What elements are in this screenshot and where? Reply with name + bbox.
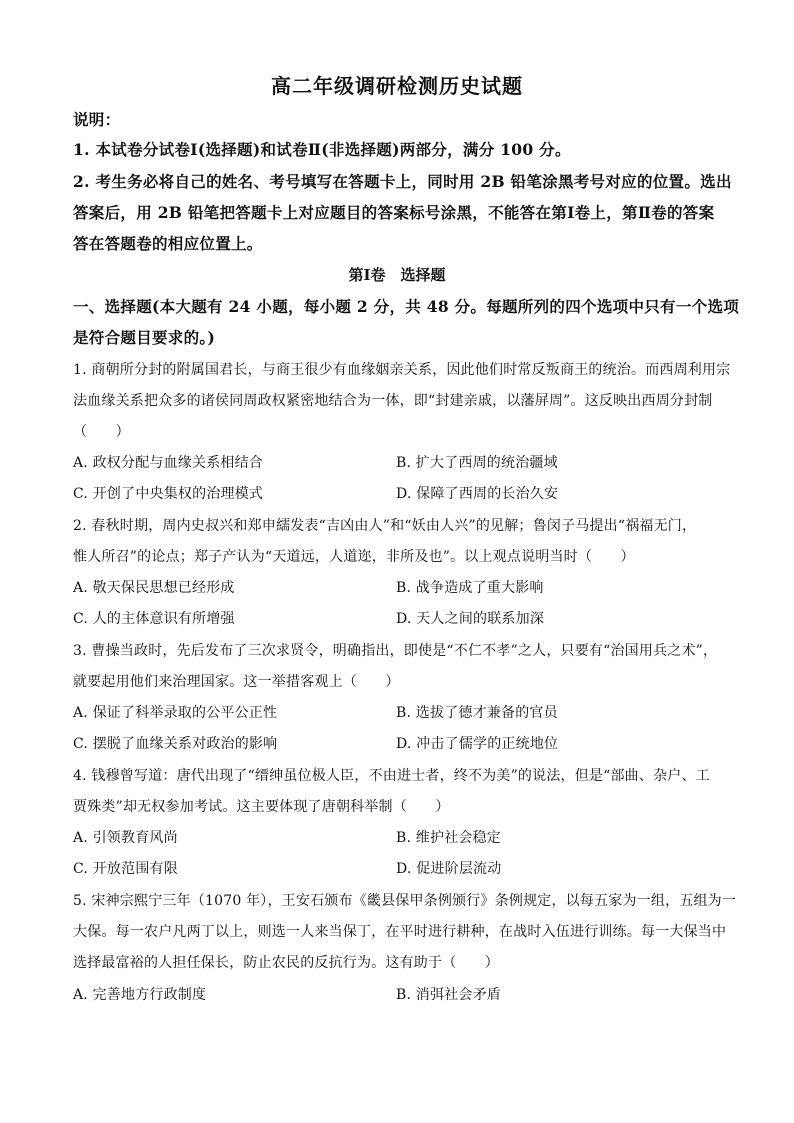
q5-option-b: B. 消弭社会矛盾 [396, 987, 501, 1003]
q2-stem-line-1: 2. 春秋时期，周内史叔兴和郑申繻发表“吉凶由人”和“妖由人兴”的见解；鲁闵子马提出“祸福无门， [73, 518, 697, 534]
q2-option-d: D. 天人之间的联系加深 [396, 611, 545, 627]
q4-option-b: B. 维护社会稳定 [396, 830, 501, 846]
q1-option-b: B. 扩大了西周的统治疆域 [396, 455, 558, 471]
q1-option-a: A. 政权分配与血缘关系相结合 [73, 455, 264, 471]
q5-stem-line-2: 大保。每一农户凡两丁以上，则选一人来当保丁，在平时进行耕种，在战时入伍进行训练。每一大保当中 [73, 924, 727, 940]
q3-stem-line-1: 3. 曹操当政时，先后发布了三次求贤令，明确指出，即使是“不仁不孝”之人，只要有“治国用兵之术”， [73, 643, 718, 659]
q3-option-c: C. 摆脱了血缘关系对政治的影响 [73, 736, 278, 752]
q5-option-a: A. 完善地方行政制度 [73, 987, 207, 1003]
q2-option-b: B. 战争造成了重大影响 [396, 580, 544, 596]
note-1: 1. 本试卷分试卷Ⅰ(选择题)和试卷Ⅱ(非选择题)两部分，满分 100 分。 [73, 140, 571, 159]
page-title: 高二年级调研检测历史试题 [271, 74, 523, 98]
q1-option-d: D. 保障了西周的长治久安 [396, 486, 559, 502]
q5-stem-line-1: 5. 宋神宗熙宁三年（1070 年），王安石颁布《畿县保甲条例颁行》条例规定，以每五家为一组，五组为一 [73, 893, 737, 909]
section-title: 第Ⅰ卷 选择题 [348, 266, 446, 284]
q3-option-b: B. 选拔了德才兼备的官员 [396, 705, 558, 721]
q4-option-d: D. 促进阶层流动 [396, 861, 502, 877]
note-2-line-3: 答在答题卷的相应位置上。 [73, 234, 263, 253]
q4-stem-line-2: 贾殊类”却无权参加考试。这主要体现了唐朝科举制（ ） [73, 799, 450, 815]
q1-option-c: C. 开创了中央集权的治理模式 [73, 486, 264, 502]
q2-option-a: A. 敬天保民思想已经形成 [73, 580, 235, 596]
q3-option-a: A. 保证了科举录取的公平公正性 [73, 705, 278, 721]
q2-option-c: C. 人的主体意识有所增强 [73, 611, 235, 627]
q3-stem-line-2: 就要起用他们来治理国家。这一举措客观上（ ） [73, 674, 400, 690]
q4-option-c: C. 开放范围有限 [73, 861, 178, 877]
q1-stem-line-3: （ ） [73, 424, 130, 440]
q4-option-a: A. 引领教育风尚 [73, 830, 178, 846]
q2-stem-line-2: 惟人所召”的论点；郑子产认为“天道远，人道迩，非所及也”。以上观点说明当时（ ） [73, 549, 635, 565]
notes-label: 说明： [73, 110, 121, 129]
q1-stem-line-2: 法血缘关系把众多的诸侯同周政权紧密地结合为一体，即“封建亲戚，以藩屏周”。这反映出西周分封制 [73, 393, 713, 409]
q3-option-d: D. 冲击了儒学的正统地位 [396, 736, 559, 752]
q1-stem-line-1: 1. 商朝所分封的附属国君长，与商王很少有血缘姻亲关系，因此他们时常反叛商王的统治。而西周利用宗 [73, 362, 731, 378]
note-2-line-2: 答案后，用 2B 铅笔把答题卡上对应题目的答案标号涂黑，不能答在第Ⅰ卷上，第Ⅱ卷的答案 [73, 203, 715, 222]
q5-stem-line-3: 选择最富裕的人担任保长，防止农民的反抗行为。这有助于（ ） [73, 955, 499, 971]
note-2-line-1: 2. 考生务必将自己的姓名、考号填写在答题卡上，同时用 2B 铅笔涂黑考号对应的位置。选出 [73, 172, 732, 191]
part1-instruction-line-1: 一、选择题(本大题有 24 小题，每小题 2 分，共 48 分。每题所列的四个选项中只有一个选项 [73, 297, 740, 316]
q4-stem-line-1: 4. 钱穆曾写道：唐代出现了“缙绅虽位极人臣，不由进士者，终不为美”的说法，但是“部曲、杂户、工 [73, 768, 710, 784]
part1-instruction-line-2: 是符合题目要求的。) [73, 328, 216, 347]
